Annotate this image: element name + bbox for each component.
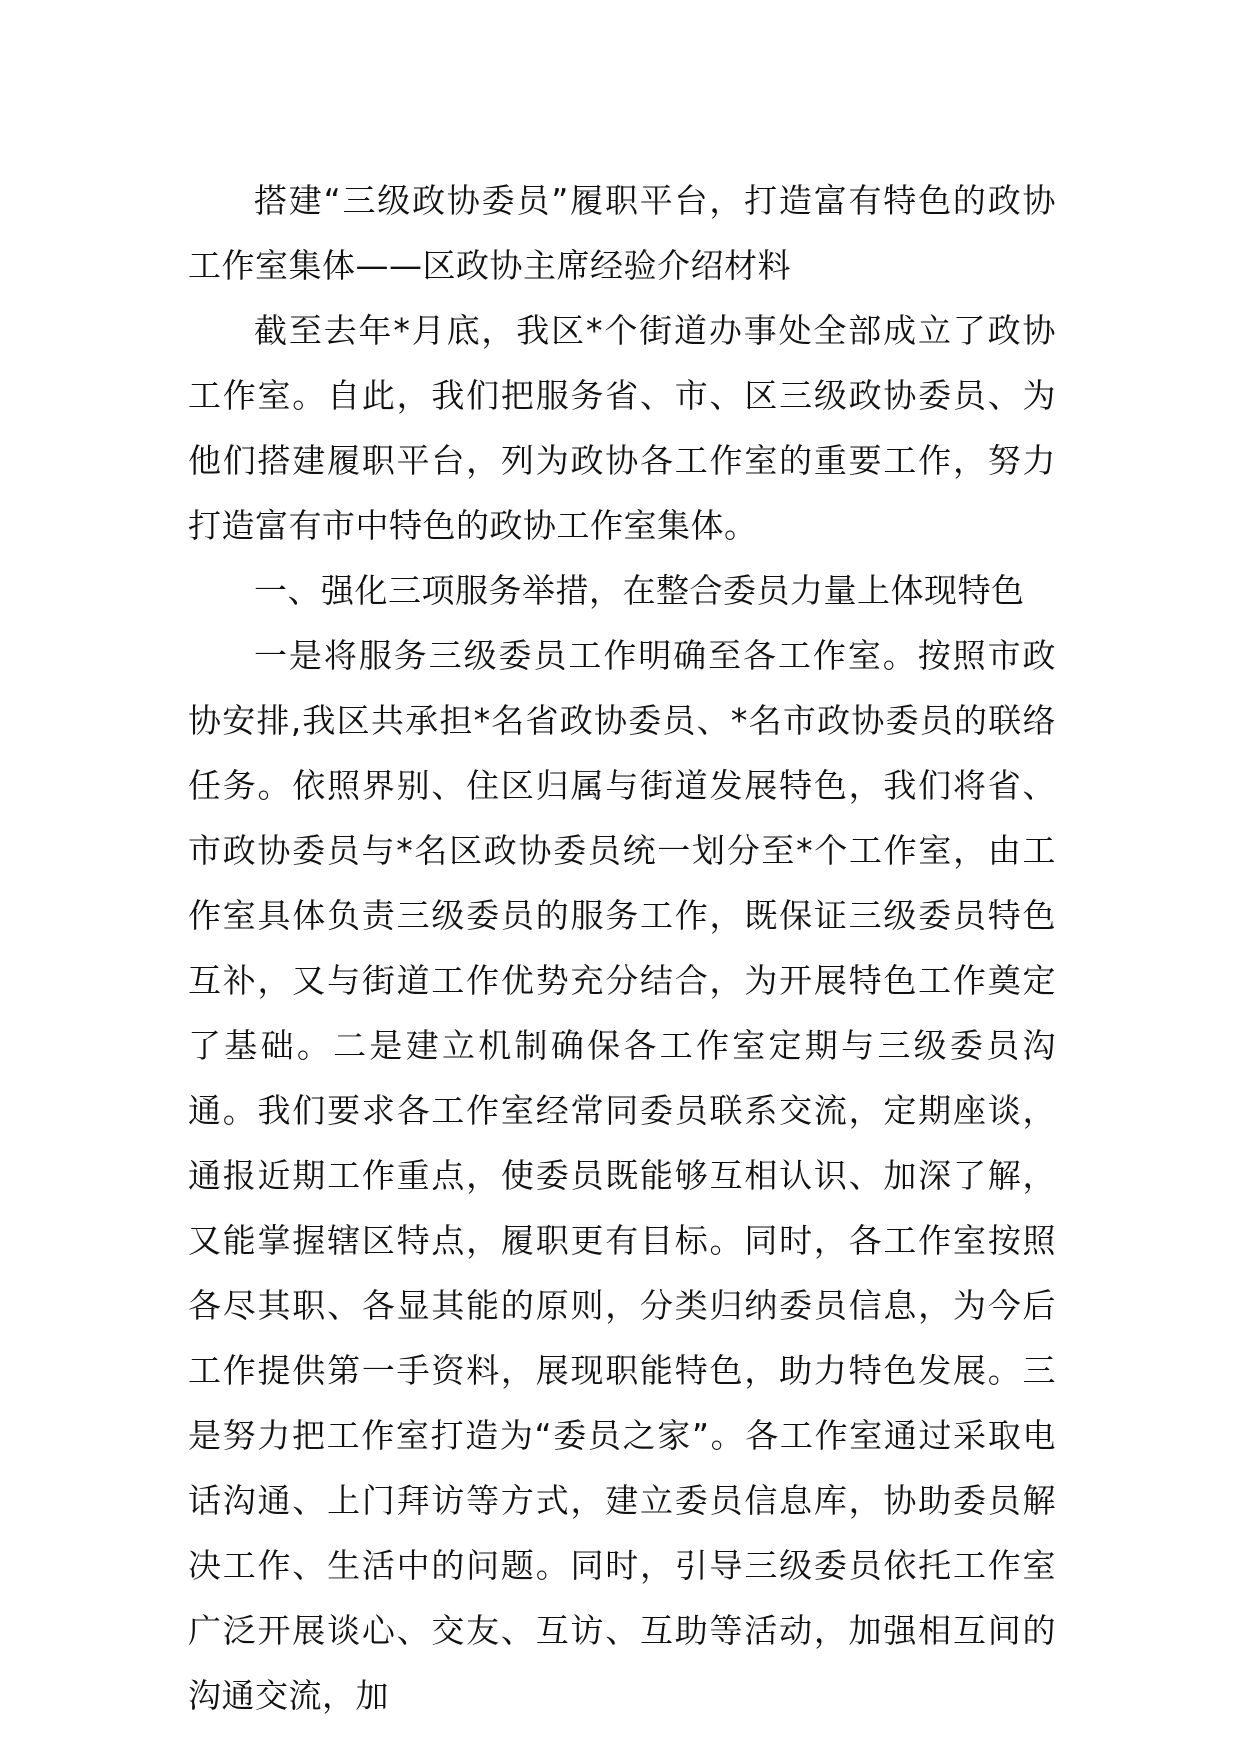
document-page [188,168,1056,1728]
section-heading: 一、强化三项服务举措，在整合委员力量上体现特色 [254,571,1025,610]
intro-paragraph: 截至去年*月底，我区*个街道办事处全部成立了政协工作室。自此，我们把服务省、市、区三级政协委员、为他们搭建履职平台，列为政协各工作室的重要工作，努力打造富有市中特色的政协工作室集体。 [188,311,1056,545]
document-title: 搭建“三级政协委员”履职平台，打造富有特色的政协工作室集体——区政协主席经验介绍材料 [188,181,1056,285]
body-paragraph: 一是将服务三级委员工作明确至各工作室。按照市政协安排,我区共承担*名省政协委员、*名市政协委员的联络任务。依照界别、住区归属与街道发展特色，我们将省、市政协委员与*名区政协委员统一划分至*个工作室，由工作室具体负责三级委员的服务工作，既保证三级委员特色互补，又与街道工作优势充分结合，为开展特色工作奠定了基础。二是建立机制确保各工作室定期与三级委员沟通。我们要求各工作室经常同委员联系交流，定期座谈，通报近期工作重点，使委员既能够互相认识、加深了解，又能掌握辖区特点，履职更有目标。同时，各工作室按照各尽其职、各显其能的原则，分类归纳委员信息，为今后工作提供第一手资料，展现职能特色，助力特色发展。三是努力把工作室打造为“委员之家”。各工作室通过采取电话沟通、上门拜访等方式，建立委员信息库，协助委员解决工作、生活中的问题。同时，引导三级委员依托工作室广泛开展谈心、交友、互访、互助等活动，加强相互间的沟通交流，加 [188,636,1056,1715]
